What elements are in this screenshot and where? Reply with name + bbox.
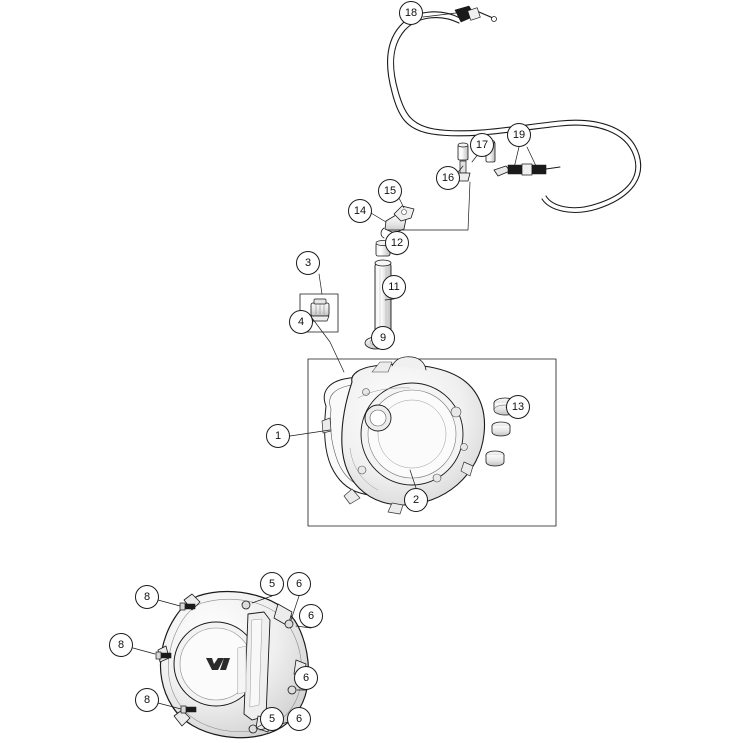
sensor-part-3-4 [311, 299, 329, 321]
callout-6b[interactable]: 6 [299, 604, 323, 628]
callout-16[interactable]: 16 [436, 166, 460, 190]
cable-adjuster-part-19 [494, 164, 560, 176]
callout-5a[interactable]: 5 [260, 572, 284, 596]
callout-12[interactable]: 12 [385, 231, 409, 255]
callout-8b[interactable]: 8 [109, 633, 133, 657]
callout-2[interactable]: 2 [404, 488, 428, 512]
callout-5b[interactable]: 5 [260, 707, 284, 731]
callout-14[interactable]: 14 [348, 199, 372, 223]
callout-13[interactable]: 13 [506, 395, 530, 419]
callout-9[interactable]: 9 [371, 326, 395, 350]
callout-11[interactable]: 11 [382, 275, 406, 299]
callout-15[interactable]: 15 [378, 179, 402, 203]
clutch-cable-part-18 [388, 6, 641, 212]
callout-17[interactable]: 17 [470, 133, 494, 157]
clutch-cover-part [156, 592, 309, 738]
callout-8c[interactable]: 8 [135, 688, 159, 712]
callout-6d[interactable]: 6 [287, 707, 311, 731]
callout-1[interactable]: 1 [266, 424, 290, 448]
callout-4[interactable]: 4 [289, 310, 313, 334]
callout-6c[interactable]: 6 [294, 666, 318, 690]
callout-19[interactable]: 19 [507, 123, 531, 147]
callout-18[interactable]: 18 [399, 1, 423, 25]
callout-6a[interactable]: 6 [287, 572, 311, 596]
callout-8a[interactable]: 8 [135, 585, 159, 609]
callout-3[interactable]: 3 [296, 251, 320, 275]
